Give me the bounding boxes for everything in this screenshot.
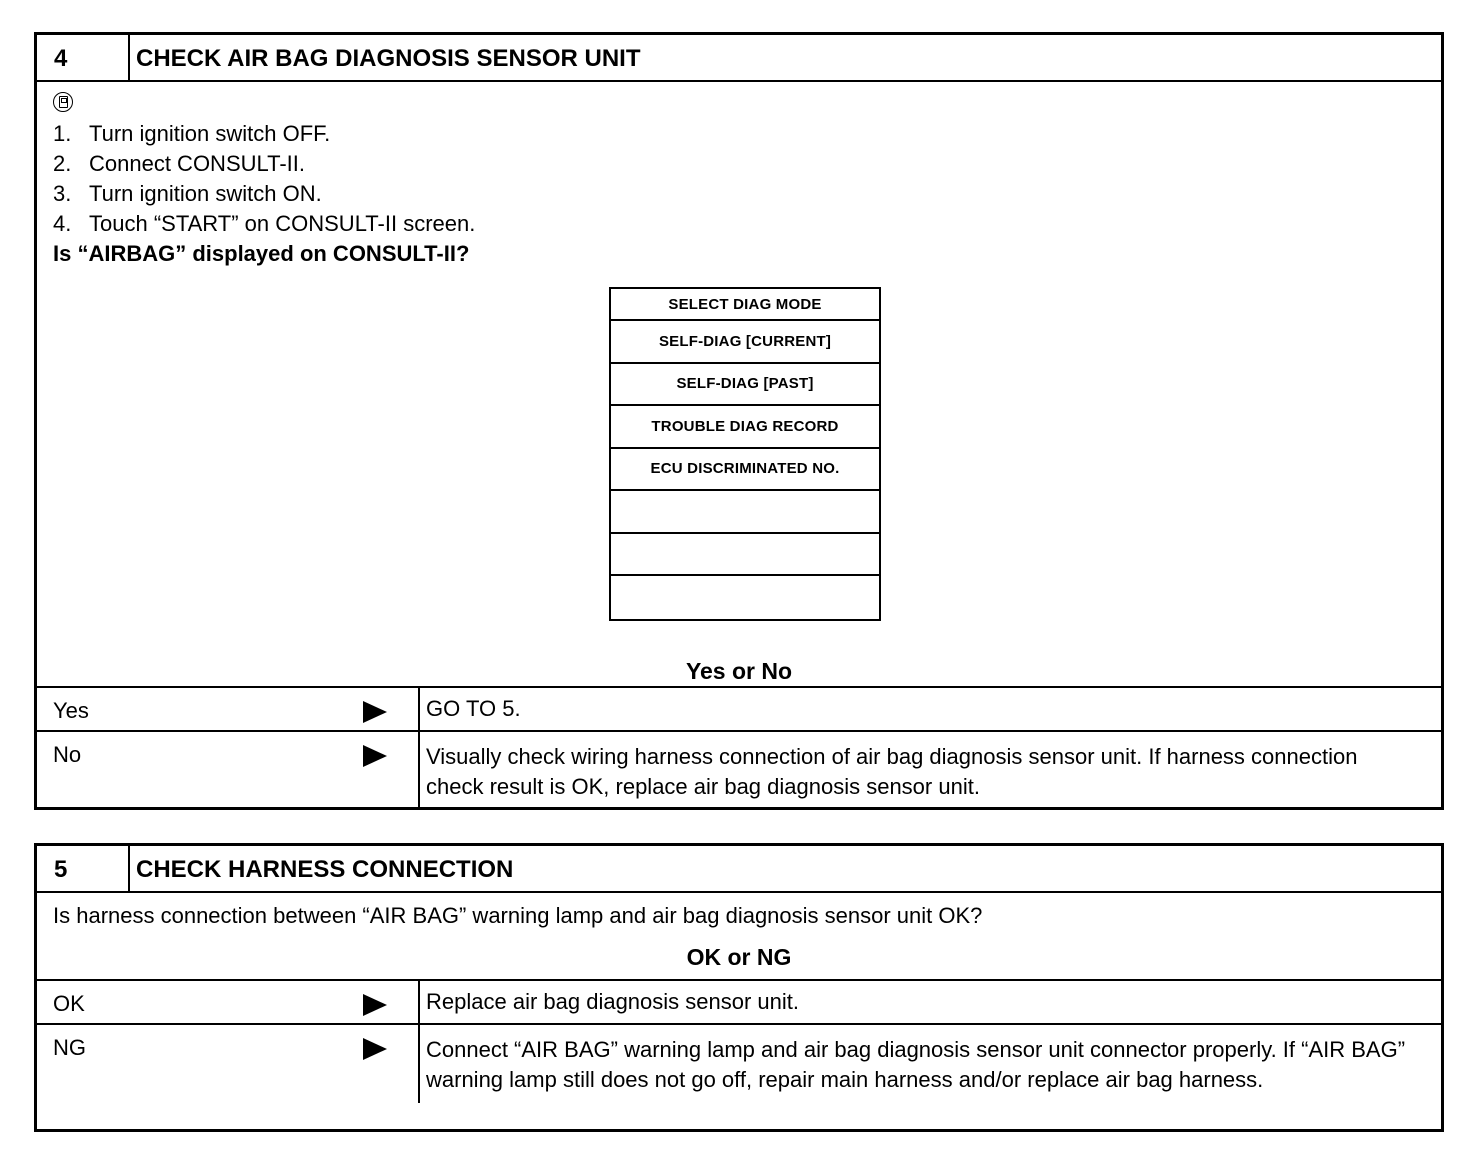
step-5-body (37, 893, 1441, 981)
consult-ii-icon (53, 92, 73, 112)
step-5-question: Is harness connection between “AIR BAG” warning lamp and air bag diagnosis sensor unit OK? (53, 903, 983, 928)
result-key (37, 981, 420, 1023)
diag-mode-item: SELF-DIAG [PAST] (611, 364, 879, 407)
instruction-number: 1. (53, 121, 72, 146)
step-4-answer-prompt: Yes or No (685, 658, 793, 684)
result-key (37, 688, 420, 730)
diag-mode-item (611, 534, 879, 577)
instruction-item (53, 179, 475, 209)
step-5-answer-prompt: OK or NG (686, 944, 792, 970)
result-row (37, 981, 1441, 1025)
arrow-right-icon (363, 1038, 387, 1060)
diag-mode-item (611, 491, 879, 534)
result-key (37, 1025, 420, 1103)
step-5-block (34, 843, 1444, 1132)
step-5-header (37, 846, 1441, 893)
step-4-header (37, 35, 1441, 82)
instruction-text: Touch “START” on CONSULT-II screen. (89, 211, 476, 236)
arrow-right-icon (363, 994, 387, 1016)
diag-mode-item: ECU DISCRIMINATED NO. (611, 449, 879, 492)
step-4-block (34, 32, 1444, 810)
step-4-number: 4 (37, 35, 130, 80)
result-key-label: NG (53, 1035, 86, 1060)
step-4-title: CHECK AIR BAG DIAGNOSIS SENSOR UNIT (136, 45, 641, 72)
result-key-label: Yes (53, 698, 89, 723)
result-row (37, 732, 1441, 810)
diag-mode-item: TROUBLE DIAG RECORD (611, 406, 879, 449)
result-row (37, 688, 1441, 732)
result-value: GO TO 5. (426, 696, 521, 721)
consult-diag-screen (609, 287, 881, 621)
step-5-number: 5 (37, 846, 130, 891)
step-4-instructions (53, 119, 475, 269)
instruction-number: 2. (53, 151, 72, 176)
result-key (37, 732, 420, 810)
instruction-text: Turn ignition switch OFF. (89, 121, 331, 146)
instruction-item (53, 209, 475, 239)
result-value: Connect “AIR BAG” warning lamp and air bag diagnosis sensor unit connector properly. If “AIR BAG” warning lamp still does not go off, repair main harness and/or replace air bag harness. (426, 1037, 1406, 1092)
instruction-number: 4. (53, 211, 72, 236)
step-5-title: CHECK HARNESS CONNECTION (136, 856, 514, 883)
result-value: Replace air bag diagnosis sensor unit. (426, 989, 800, 1014)
result-key-label: No (53, 742, 82, 767)
instruction-number: 3. (53, 181, 72, 206)
instruction-text: Turn ignition switch ON. (89, 181, 322, 206)
instruction-text: Connect CONSULT-II. (89, 151, 305, 176)
diag-screen-header: SELECT DIAG MODE (611, 289, 879, 321)
diag-mode-item: SELF-DIAG [CURRENT] (611, 321, 879, 364)
result-value: Visually check wiring harness connection of air bag diagnosis sensor unit. If harness connection check result is OK, replace air bag diagnosis sensor unit. (426, 744, 1358, 799)
step-4-body (37, 82, 1441, 688)
step-4-question: Is “AIRBAG” displayed on CONSULT-II? (53, 241, 470, 266)
instruction-item (53, 149, 475, 179)
result-row (37, 1025, 1441, 1103)
instruction-item (53, 119, 475, 149)
diag-mode-item (611, 576, 879, 619)
result-key-label: OK (53, 991, 85, 1016)
arrow-right-icon (363, 701, 387, 723)
arrow-right-icon (363, 745, 387, 767)
